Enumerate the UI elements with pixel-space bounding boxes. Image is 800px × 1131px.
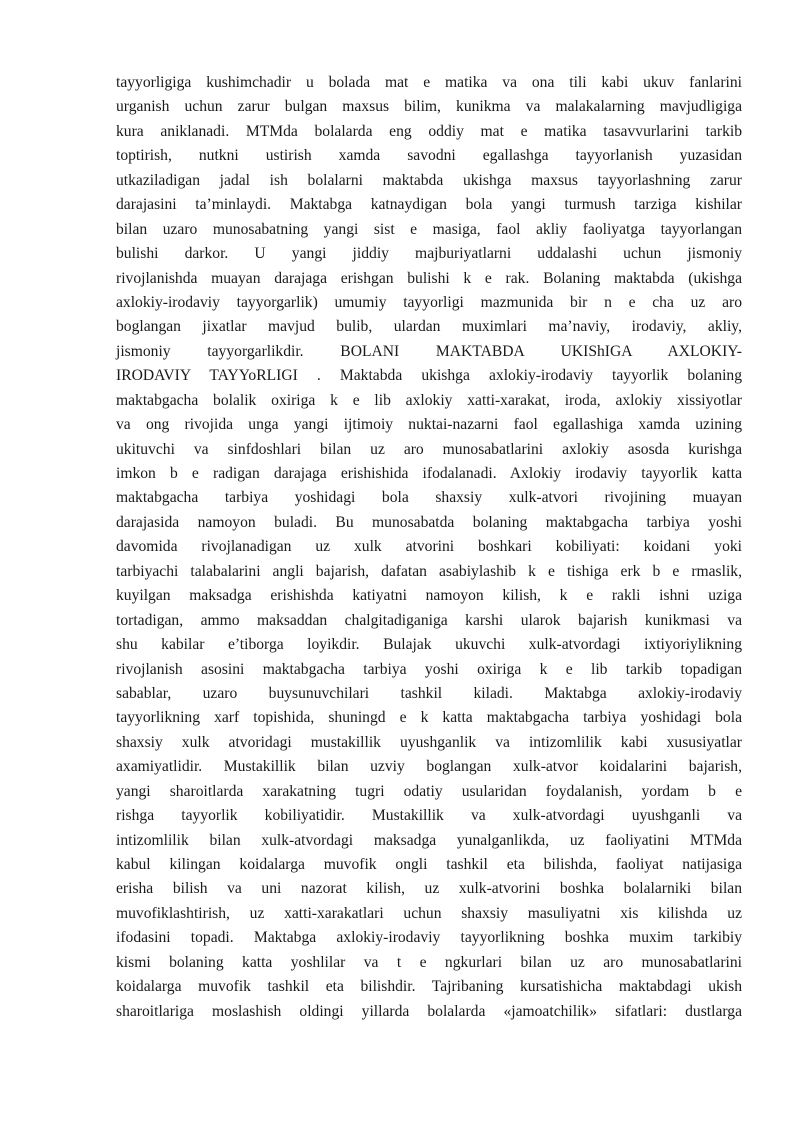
text-line: yangi sharoitlarda xarakatning tugri odatiy usularidan foydalanish, yordam b e — [116, 782, 742, 800]
text-line: imkon b e radigan darajaga erishishida ifodalanadi. Axlokiy irodaviy tayyorlik katta — [116, 465, 742, 482]
body-text — [116, 71, 742, 1024]
text-line: darajasida namoyon buladi. Bu munosabatda bolaning maktabgacha tarbiya yoshi — [116, 513, 742, 531]
text-line: toptirish, nutkni ustirish xamda savodni egallashga tayyorlanish yuzasidan — [116, 147, 742, 165]
text-line: darajasini ta’minlaydi. Maktabga katnaydigan bola yangi turmush tarziga kishilar — [116, 196, 742, 214]
text-line: shaxsiy xulk atvoridagi mustakillik uyushganlik va intizomlilik kabi xususiyatlar — [116, 733, 742, 751]
text-line: va ong rivojida unga yangi ijtimoiy nuktai-nazarni faol egallashiga xamda uzining — [116, 416, 742, 434]
text-line: jismoniy tayyorgarlikdir. BOLANI MAKTABDA UKIShIGA AXLOKIY- — [116, 342, 742, 360]
text-line: tortadigan, ammo maksaddan chalgitadiganiga karshi ularok bajarish kunikmasi va — [116, 611, 742, 629]
text-line: tayyorligiga kushimchadir u bolada mat e matika va ona tili kabi ukuv fanlarini — [116, 74, 742, 91]
text-line: maktabgacha bolalik oxiriga k e lib axlokiy xatti-xarakat, iroda, axlokiy xissiyotlar — [116, 391, 742, 409]
text-line: bulishi darkor. U yangi jiddiy majburiyatlarni uddalashi uchun jismoniy — [116, 245, 742, 263]
text-line: erisha bilish va uni nazorat kilish, uz xulk-atvorini boshka bolalarniki bilan — [116, 880, 742, 898]
text-line: muvofiklashtirish, uz xatti-xarakatlari uchun shaxsiy masuliyatni xis kilishda uz — [116, 904, 742, 922]
text-line: maktabgacha tarbiya yoshidagi bola shaxsiy xulk-atvori rivojining muayan — [116, 489, 742, 507]
text-line: tarbiyachi talabalarini angli bajarish, dafatan asabiylashib k e tishiga erk b e rmaslik, — [116, 562, 742, 580]
text-line: koidalarga muvofik tashkil eta bilishdir. Tajribaning kursatishicha maktabdagi ukish — [116, 978, 742, 996]
text-line: rishga tayyorlik kobiliyatidir. Mustakillik va xulk-atvordagi uyushganli va — [116, 807, 742, 825]
text-line: tayyorlikning xarf topishida, shuningd e k katta maktabgacha tarbiya yoshidagi bola — [116, 709, 742, 727]
text-line: davomida rivojlanadigan uz xulk atvorini boshkari kobiliyati: koidani yoki — [116, 538, 742, 556]
text-line: kismi bolaning katta yoshlilar va t e ngkurlari bilan uz aro munosabatlarini — [116, 953, 742, 971]
text-line: ifodasini topadi. Maktabga axlokiy-irodaviy tayyorlikning boshka muxim tarkibiy — [116, 929, 742, 947]
text-line: axamiyatlidir. Mustakillik bilan uzviy boglangan xulk-atvor koidalarini bajarish, — [116, 758, 742, 776]
text-line: utkaziladigan jadal ish bolalarni maktabda ukishga maxsus tayyorlashning zarur — [116, 171, 742, 189]
text-line: boglangan jixatlar mavjud bulib, ulardan muximlari ma’naviy, irodaviy, akliy, — [116, 318, 742, 336]
text-line: sabablar, uzaro buysunuvchilari tashkil kiladi. Maktabga axlokiy-irodaviy — [116, 684, 742, 702]
text-line: rivojlanish asosini maktabgacha tarbiya yoshi oxiriga k e lib tarkib topadigan — [116, 660, 742, 678]
text-line: shu kabilar e’tiborga loyikdir. Bulajak ukuvchi xulk-atvordagi ixtiyoriylikning — [116, 636, 742, 654]
text-line: kura aniklanadi. MTMda bolalarda eng oddiy mat e matika tasavvurlarini tarkib — [116, 122, 742, 140]
text-line: urganish uchun zarur bulgan maxsus bilim, kunikma va malakalarning mavjudligiga — [116, 98, 742, 116]
text-line: IRODAVIY TAYYoRLIGI . Maktabda ukishga axlokiy-irodaviy tayyorlik bolaning — [116, 367, 742, 385]
text-line: rivojlanishda muayan darajaga erishgan bulishi k e rak. Bolaning maktabda (ukishga — [116, 269, 742, 287]
text-line: axlokiy-irodaviy tayyorgarlik) umumiy tayyorligi mazmunida bir n e cha uz aro — [116, 293, 742, 311]
text-line: kuyilgan maksadga erishishda katiyatni namoyon kilish, k e rakli ishni uziga — [116, 587, 742, 605]
text-line: intizomlilik bilan xulk-atvordagi maksadga yunalganlikda, uz faoliyatini MTMda — [116, 831, 742, 849]
text-line: bilan uzaro munosabatning yangi sist e masiga, faol akliy faoliyatga tayyorlangan — [116, 220, 742, 238]
text-line: sharoitlariga moslashish oldingi yillarda bolalarda «jamoatchilik» sifatlari: dustlarga — [116, 1002, 742, 1020]
text-line: kabul kilingan koidalarga muvofik ongli tashkil eta bilishda, faoliyat natijasiga — [116, 856, 742, 873]
text-line: ukituvchi va sinfdoshlari bilan uz aro munosabatlarini axlokiy asosda kurishga — [116, 440, 742, 458]
